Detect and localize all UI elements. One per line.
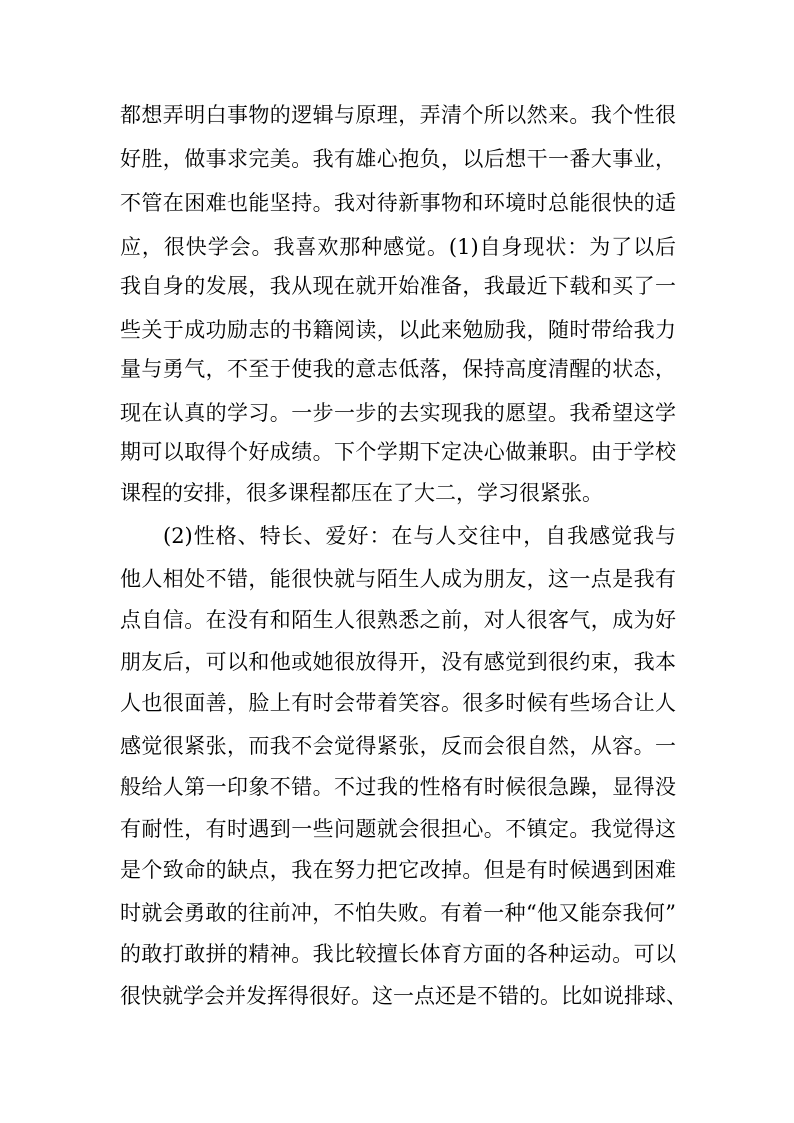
- text-line: 期可以取得个好成绩。下个学期下定决心做兼职。由于学校: [120, 440, 676, 464]
- text-line: 时就会勇敢的往前冲，不怕失败。有着一种“他又能奈我何”: [120, 901, 676, 925]
- text-line: 他人相处不错，能很快就与陌生人成为朋友，这一点是我有: [120, 567, 676, 591]
- text-line: 我自身的发展，我从现在就开始准备，我最近下载和买了一: [120, 274, 676, 298]
- text-line: 些关于成功励志的书籍阅读，以此来勉励我，随时带给我力: [120, 318, 676, 342]
- text-line: 点自信。在没有和陌生人很熟悉之前，对人很客气，成为好: [120, 608, 676, 632]
- text-line: 都想弄明白事物的逻辑与原理，弄清个所以然来。我个性很: [120, 103, 676, 127]
- text-line: 感觉很紧张，而我不会觉得紧张，反而会很自然，从容。一: [120, 734, 676, 758]
- text-line: 课程的安排，很多课程都压在了大二，学习很紧张。: [120, 481, 603, 505]
- text-line: 是个致命的缺点，我在努力把它改掉。但是有时候遇到困难: [120, 858, 676, 882]
- text-line: 现在认真的学习。一步一步的去实现我的愿望。我希望这学: [120, 401, 676, 425]
- text-line: 不管在困难也能坚持。我对待新事物和环境时总能很快的适: [120, 191, 676, 215]
- text-line: 量与勇气，不至于使我的意志低落，保持高度清醒的状态，: [120, 357, 676, 381]
- paragraph-first-line: (2)性格、特长、爱好：在与人交往中，自我感觉我与: [163, 524, 676, 548]
- text-line: 朋友后，可以和他或她很放得开，没有感觉到很约束，我本: [120, 650, 676, 674]
- text-line: 的敢打敢拼的精神。我比较擅长体育方面的各种运动。可以: [120, 942, 676, 966]
- text-line: 般给人第一印象不错。不过我的性格有时候很急躁，显得没: [120, 775, 676, 799]
- text-line: 好胜，做事求完美。我有雄心抱负，以后想干一番大事业，: [120, 147, 676, 171]
- text-line: 人也很面善，脸上有时会带着笑容。很多时候有些场合让人: [120, 691, 676, 715]
- text-line: 有耐性，有时遇到一些问题就会很担心。不镇定。我觉得这: [120, 817, 676, 841]
- text-line: 应，很快学会。我喜欢那种感觉。(1)自身现状：为了以后: [120, 235, 676, 259]
- text-line: 很快就学会并发挥得很好。这一点还是不错的。比如说排球、: [120, 984, 687, 1008]
